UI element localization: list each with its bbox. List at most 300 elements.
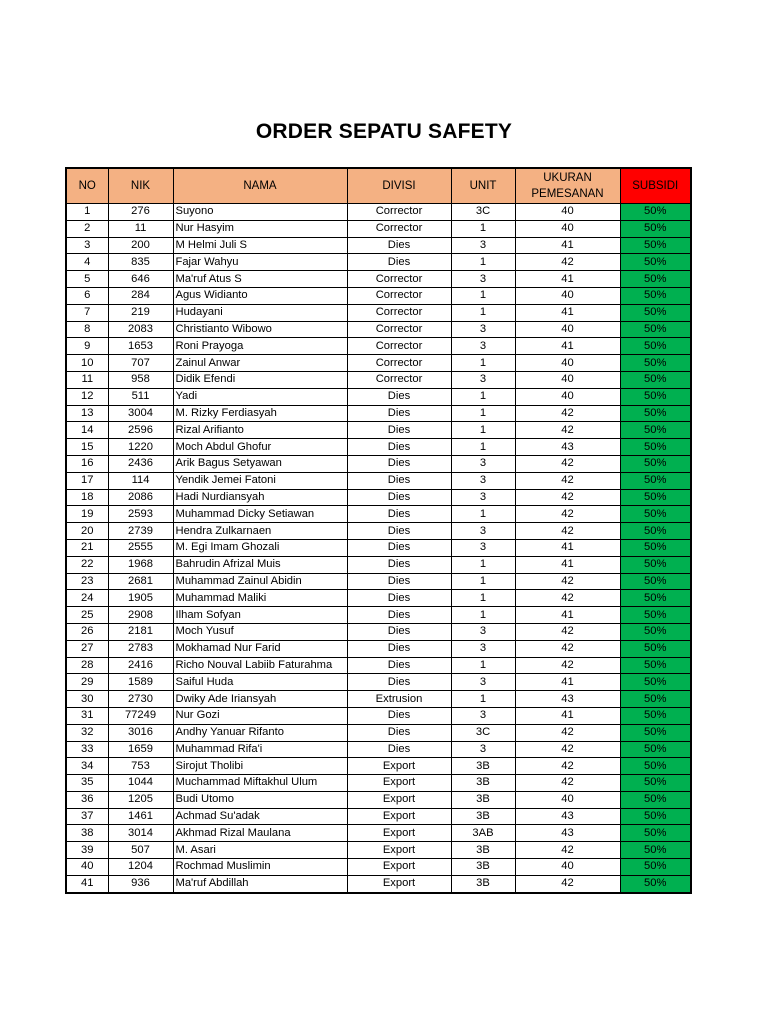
cell-ukuran: 41 <box>515 707 620 724</box>
cell-no: 34 <box>66 758 108 775</box>
table-row <box>66 304 691 321</box>
cell-nik: 1659 <box>108 741 173 758</box>
cell-ukuran: 42 <box>515 455 620 472</box>
cell-nama: Hadi Nurdiansyah <box>173 489 347 506</box>
cell-subsidi: 50% <box>620 321 691 338</box>
cell-unit: 1 <box>451 657 515 674</box>
cell-subsidi: 50% <box>620 657 691 674</box>
cell-unit: 3 <box>451 741 515 758</box>
cell-divisi: Export <box>347 775 451 792</box>
cell-ukuran: 42 <box>515 590 620 607</box>
cell-nik: 2739 <box>108 523 173 540</box>
cell-ukuran: 42 <box>515 657 620 674</box>
cell-unit: 3 <box>451 489 515 506</box>
cell-nik: 936 <box>108 875 173 892</box>
cell-unit: 3 <box>451 338 515 355</box>
cell-subsidi: 50% <box>620 422 691 439</box>
cell-ukuran: 42 <box>515 758 620 775</box>
cell-nik: 1905 <box>108 590 173 607</box>
table-row <box>66 691 691 708</box>
table-row <box>66 556 691 573</box>
cell-no: 28 <box>66 657 108 674</box>
table-row <box>66 539 691 556</box>
order-table <box>65 167 692 894</box>
cell-nama: Ma'ruf Atus S <box>173 271 347 288</box>
cell-subsidi: 50% <box>620 287 691 304</box>
cell-unit: 3C <box>451 724 515 741</box>
table-row <box>66 842 691 859</box>
cell-divisi: Corrector <box>347 321 451 338</box>
table-row <box>66 808 691 825</box>
table-row <box>66 825 691 842</box>
cell-unit: 3B <box>451 758 515 775</box>
cell-no: 22 <box>66 556 108 573</box>
cell-nik: 2593 <box>108 506 173 523</box>
cell-ukuran: 40 <box>515 287 620 304</box>
cell-nama: Zainul Anwar <box>173 355 347 372</box>
cell-nik: 3014 <box>108 825 173 842</box>
cell-subsidi: 50% <box>620 674 691 691</box>
cell-subsidi: 50% <box>620 237 691 254</box>
cell-divisi: Dies <box>347 422 451 439</box>
cell-unit: 3 <box>451 623 515 640</box>
cell-subsidi: 50% <box>620 691 691 708</box>
cell-no: 11 <box>66 371 108 388</box>
cell-unit: 1 <box>451 287 515 304</box>
cell-nama: Akhmad Rizal Maulana <box>173 825 347 842</box>
cell-nama: Saiful Huda <box>173 674 347 691</box>
cell-nik: 2086 <box>108 489 173 506</box>
cell-unit: 1 <box>451 254 515 271</box>
table-row <box>66 791 691 808</box>
table-row <box>66 388 691 405</box>
header-ukuran-line2: PEMESANAN <box>531 188 604 200</box>
cell-nik: 2681 <box>108 573 173 590</box>
cell-ukuran: 40 <box>515 355 620 372</box>
cell-divisi: Dies <box>347 607 451 624</box>
cell-divisi: Dies <box>347 388 451 405</box>
cell-unit: 3B <box>451 775 515 792</box>
cell-unit: 1 <box>451 439 515 456</box>
table-row <box>66 321 691 338</box>
cell-divisi: Corrector <box>347 371 451 388</box>
cell-subsidi: 50% <box>620 371 691 388</box>
cell-subsidi: 50% <box>620 875 691 892</box>
cell-unit: 1 <box>451 506 515 523</box>
cell-nik: 3004 <box>108 405 173 422</box>
cell-unit: 3C <box>451 204 515 221</box>
cell-subsidi: 50% <box>620 825 691 842</box>
cell-ukuran: 42 <box>515 405 620 422</box>
cell-unit: 3 <box>451 472 515 489</box>
cell-ukuran: 41 <box>515 539 620 556</box>
cell-nama: Suyono <box>173 204 347 221</box>
cell-no: 3 <box>66 237 108 254</box>
cell-no: 23 <box>66 573 108 590</box>
table-row <box>66 523 691 540</box>
cell-nik: 1653 <box>108 338 173 355</box>
cell-nik: 1968 <box>108 556 173 573</box>
cell-subsidi: 50% <box>620 204 691 221</box>
cell-no: 31 <box>66 707 108 724</box>
header-ukuran-pemesanan <box>515 168 620 204</box>
cell-nama: Dwiky Ade Iriansyah <box>173 691 347 708</box>
cell-no: 21 <box>66 539 108 556</box>
cell-nik: 1204 <box>108 859 173 876</box>
cell-subsidi: 50% <box>620 724 691 741</box>
cell-divisi: Dies <box>347 539 451 556</box>
cell-nama: Muhammad Zainul Abidin <box>173 573 347 590</box>
cell-subsidi: 50% <box>620 842 691 859</box>
cell-subsidi: 50% <box>620 573 691 590</box>
cell-no: 39 <box>66 842 108 859</box>
cell-ukuran: 42 <box>515 523 620 540</box>
cell-nik: 2083 <box>108 321 173 338</box>
cell-unit: 3B <box>451 808 515 825</box>
cell-subsidi: 50% <box>620 439 691 456</box>
cell-ukuran: 40 <box>515 791 620 808</box>
cell-nik: 753 <box>108 758 173 775</box>
cell-nama: Yendik Jemei Fatoni <box>173 472 347 489</box>
cell-nik: 2555 <box>108 539 173 556</box>
cell-subsidi: 50% <box>620 640 691 657</box>
cell-ukuran: 43 <box>515 691 620 708</box>
cell-nama: Richo Nouval Labiib Faturahma <box>173 657 347 674</box>
table-row <box>66 724 691 741</box>
cell-nik: 511 <box>108 388 173 405</box>
cell-unit: 3 <box>451 539 515 556</box>
cell-unit: 1 <box>451 220 515 237</box>
cell-subsidi: 50% <box>620 523 691 540</box>
header-divisi: DIVISI <box>347 168 451 204</box>
cell-nama: M. Egi Imam Ghozali <box>173 539 347 556</box>
cell-ukuran: 42 <box>515 254 620 271</box>
cell-unit: 1 <box>451 405 515 422</box>
cell-divisi: Dies <box>347 741 451 758</box>
cell-nik: 2783 <box>108 640 173 657</box>
cell-subsidi: 50% <box>620 254 691 271</box>
cell-no: 33 <box>66 741 108 758</box>
table-row <box>66 405 691 422</box>
table-row <box>66 875 691 892</box>
table-row <box>66 741 691 758</box>
cell-nama: Sirojut Tholibi <box>173 758 347 775</box>
cell-no: 35 <box>66 775 108 792</box>
cell-nik: 284 <box>108 287 173 304</box>
cell-nama: Yadi <box>173 388 347 405</box>
cell-ukuran: 41 <box>515 271 620 288</box>
cell-nik: 958 <box>108 371 173 388</box>
cell-no: 29 <box>66 674 108 691</box>
cell-ukuran: 40 <box>515 220 620 237</box>
cell-unit: 3B <box>451 842 515 859</box>
cell-ukuran: 41 <box>515 607 620 624</box>
cell-ukuran: 41 <box>515 338 620 355</box>
table-row <box>66 640 691 657</box>
table-row <box>66 204 691 221</box>
cell-divisi: Corrector <box>347 355 451 372</box>
cell-unit: 1 <box>451 691 515 708</box>
cell-divisi: Dies <box>347 254 451 271</box>
cell-no: 37 <box>66 808 108 825</box>
cell-no: 26 <box>66 623 108 640</box>
page-title: ORDER SEPATU SAFETY <box>255 120 513 143</box>
cell-nama: Nur Gozi <box>173 707 347 724</box>
cell-subsidi: 50% <box>620 808 691 825</box>
table-row <box>66 573 691 590</box>
cell-nik: 646 <box>108 271 173 288</box>
cell-divisi: Export <box>347 875 451 892</box>
cell-divisi: Export <box>347 825 451 842</box>
cell-unit: 1 <box>451 590 515 607</box>
cell-subsidi: 50% <box>620 506 691 523</box>
cell-nama: Budi Utomo <box>173 791 347 808</box>
cell-nama: Muhammad Maliki <box>173 590 347 607</box>
cell-divisi: Dies <box>347 623 451 640</box>
cell-nama: M. Rizky Ferdiasyah <box>173 405 347 422</box>
cell-no: 25 <box>66 607 108 624</box>
cell-unit: 3 <box>451 707 515 724</box>
cell-subsidi: 50% <box>620 472 691 489</box>
cell-nik: 11 <box>108 220 173 237</box>
cell-nik: 2436 <box>108 455 173 472</box>
table-row <box>66 674 691 691</box>
cell-divisi: Dies <box>347 439 451 456</box>
table-row <box>66 254 691 271</box>
cell-divisi: Export <box>347 758 451 775</box>
cell-divisi: Dies <box>347 405 451 422</box>
cell-nama: Roni Prayoga <box>173 338 347 355</box>
cell-subsidi: 50% <box>620 859 691 876</box>
cell-ukuran: 40 <box>515 321 620 338</box>
table-row <box>66 758 691 775</box>
cell-subsidi: 50% <box>620 455 691 472</box>
table-row <box>66 506 691 523</box>
cell-nama: Ilham Sofyan <box>173 607 347 624</box>
cell-nama: Muhammad Rifa'i <box>173 741 347 758</box>
table-row <box>66 237 691 254</box>
cell-unit: 3 <box>451 674 515 691</box>
cell-no: 27 <box>66 640 108 657</box>
cell-divisi: Extrusion <box>347 691 451 708</box>
cell-ukuran: 42 <box>515 489 620 506</box>
cell-ukuran: 41 <box>515 556 620 573</box>
cell-divisi: Export <box>347 859 451 876</box>
cell-no: 30 <box>66 691 108 708</box>
cell-ukuran: 40 <box>515 371 620 388</box>
cell-divisi: Dies <box>347 590 451 607</box>
cell-subsidi: 50% <box>620 355 691 372</box>
cell-nik: 2596 <box>108 422 173 439</box>
cell-nama: Hudayani <box>173 304 347 321</box>
cell-unit: 1 <box>451 422 515 439</box>
cell-divisi: Export <box>347 842 451 859</box>
cell-no: 40 <box>66 859 108 876</box>
cell-nik: 3016 <box>108 724 173 741</box>
cell-nik: 1461 <box>108 808 173 825</box>
cell-nama: Fajar Wahyu <box>173 254 347 271</box>
table-row <box>66 775 691 792</box>
cell-nik: 2416 <box>108 657 173 674</box>
cell-no: 24 <box>66 590 108 607</box>
cell-nama: Moch Yusuf <box>173 623 347 640</box>
cell-ukuran: 40 <box>515 388 620 405</box>
cell-subsidi: 50% <box>620 338 691 355</box>
cell-divisi: Corrector <box>347 304 451 321</box>
cell-nama: Ma'ruf Abdillah <box>173 875 347 892</box>
cell-nik: 1589 <box>108 674 173 691</box>
cell-ukuran: 42 <box>515 724 620 741</box>
cell-no: 38 <box>66 825 108 842</box>
table-row <box>66 439 691 456</box>
cell-unit: 3 <box>451 237 515 254</box>
cell-nama: Andhy Yanuar Rifanto <box>173 724 347 741</box>
cell-divisi: Corrector <box>347 220 451 237</box>
cell-no: 15 <box>66 439 108 456</box>
cell-no: 4 <box>66 254 108 271</box>
cell-nama: Hendra Zulkarnaen <box>173 523 347 540</box>
cell-divisi: Dies <box>347 657 451 674</box>
cell-ukuran: 42 <box>515 875 620 892</box>
cell-subsidi: 50% <box>620 304 691 321</box>
cell-nik: 219 <box>108 304 173 321</box>
cell-no: 20 <box>66 523 108 540</box>
table-row <box>66 590 691 607</box>
cell-nik: 2730 <box>108 691 173 708</box>
cell-nama: Muhammad Dicky Setiawan <box>173 506 347 523</box>
table-row <box>66 472 691 489</box>
cell-ukuran: 43 <box>515 825 620 842</box>
cell-subsidi: 50% <box>620 741 691 758</box>
cell-divisi: Dies <box>347 674 451 691</box>
cell-ukuran: 40 <box>515 859 620 876</box>
cell-nik: 507 <box>108 842 173 859</box>
header-ukuran-line1: UKURAN <box>543 172 592 184</box>
cell-divisi: Dies <box>347 640 451 657</box>
cell-divisi: Export <box>347 808 451 825</box>
header-no: NO <box>66 168 108 204</box>
cell-subsidi: 50% <box>620 758 691 775</box>
cell-divisi: Dies <box>347 455 451 472</box>
table-row <box>66 859 691 876</box>
cell-subsidi: 50% <box>620 590 691 607</box>
cell-no: 13 <box>66 405 108 422</box>
cell-divisi: Dies <box>347 472 451 489</box>
table-row <box>66 287 691 304</box>
cell-subsidi: 50% <box>620 607 691 624</box>
cell-ukuran: 42 <box>515 842 620 859</box>
cell-subsidi: 50% <box>620 556 691 573</box>
cell-no: 6 <box>66 287 108 304</box>
cell-unit: 1 <box>451 355 515 372</box>
table-row <box>66 271 691 288</box>
table-body <box>66 204 691 893</box>
cell-nik: 2908 <box>108 607 173 624</box>
cell-divisi: Corrector <box>347 287 451 304</box>
cell-divisi: Dies <box>347 724 451 741</box>
table-row <box>66 338 691 355</box>
cell-no: 10 <box>66 355 108 372</box>
cell-divisi: Dies <box>347 556 451 573</box>
header-nama: NAMA <box>173 168 347 204</box>
cell-unit: 3 <box>451 271 515 288</box>
cell-unit: 3 <box>451 455 515 472</box>
cell-no: 32 <box>66 724 108 741</box>
cell-divisi: Corrector <box>347 338 451 355</box>
cell-unit: 3 <box>451 523 515 540</box>
cell-nama: Mokhamad Nur Farid <box>173 640 347 657</box>
header-nik: NIK <box>108 168 173 204</box>
cell-divisi: Dies <box>347 573 451 590</box>
cell-ukuran: 42 <box>515 506 620 523</box>
cell-subsidi: 50% <box>620 388 691 405</box>
cell-nama: M. Asari <box>173 842 347 859</box>
cell-no: 12 <box>66 388 108 405</box>
cell-subsidi: 50% <box>620 405 691 422</box>
table-row <box>66 355 691 372</box>
table-row <box>66 657 691 674</box>
cell-nama: Arik Bagus Setyawan <box>173 455 347 472</box>
cell-ukuran: 42 <box>515 472 620 489</box>
cell-unit: 3B <box>451 859 515 876</box>
cell-ukuran: 42 <box>515 623 620 640</box>
cell-subsidi: 50% <box>620 791 691 808</box>
cell-unit: 3 <box>451 640 515 657</box>
cell-subsidi: 50% <box>620 489 691 506</box>
cell-ukuran: 42 <box>515 640 620 657</box>
cell-nama: Nur Hasyim <box>173 220 347 237</box>
cell-unit: 3B <box>451 791 515 808</box>
cell-no: 2 <box>66 220 108 237</box>
cell-nik: 114 <box>108 472 173 489</box>
table-row <box>66 623 691 640</box>
cell-unit: 3B <box>451 875 515 892</box>
cell-divisi: Corrector <box>347 204 451 221</box>
cell-nik: 2181 <box>108 623 173 640</box>
cell-no: 8 <box>66 321 108 338</box>
cell-subsidi: 50% <box>620 539 691 556</box>
cell-nama: Rizal Arifianto <box>173 422 347 439</box>
cell-subsidi: 50% <box>620 775 691 792</box>
cell-nik: 276 <box>108 204 173 221</box>
cell-nama: Christianto Wibowo <box>173 321 347 338</box>
cell-nama: Moch Abdul Ghofur <box>173 439 347 456</box>
cell-no: 9 <box>66 338 108 355</box>
cell-divisi: Dies <box>347 506 451 523</box>
cell-unit: 3AB <box>451 825 515 842</box>
cell-ukuran: 41 <box>515 237 620 254</box>
cell-ukuran: 43 <box>515 439 620 456</box>
table-row <box>66 220 691 237</box>
cell-subsidi: 50% <box>620 707 691 724</box>
cell-unit: 3 <box>451 371 515 388</box>
table-header-row <box>66 168 691 204</box>
cell-no: 1 <box>66 204 108 221</box>
cell-subsidi: 50% <box>620 220 691 237</box>
cell-ukuran: 42 <box>515 741 620 758</box>
table-row <box>66 455 691 472</box>
cell-ukuran: 41 <box>515 674 620 691</box>
cell-no: 16 <box>66 455 108 472</box>
cell-nama: Rochmad Muslimin <box>173 859 347 876</box>
cell-no: 5 <box>66 271 108 288</box>
cell-subsidi: 50% <box>620 623 691 640</box>
table-row <box>66 607 691 624</box>
cell-nama: Bahrudin Afrizal Muis <box>173 556 347 573</box>
cell-unit: 1 <box>451 573 515 590</box>
table-row <box>66 422 691 439</box>
cell-nama: M Helmi Juli S <box>173 237 347 254</box>
